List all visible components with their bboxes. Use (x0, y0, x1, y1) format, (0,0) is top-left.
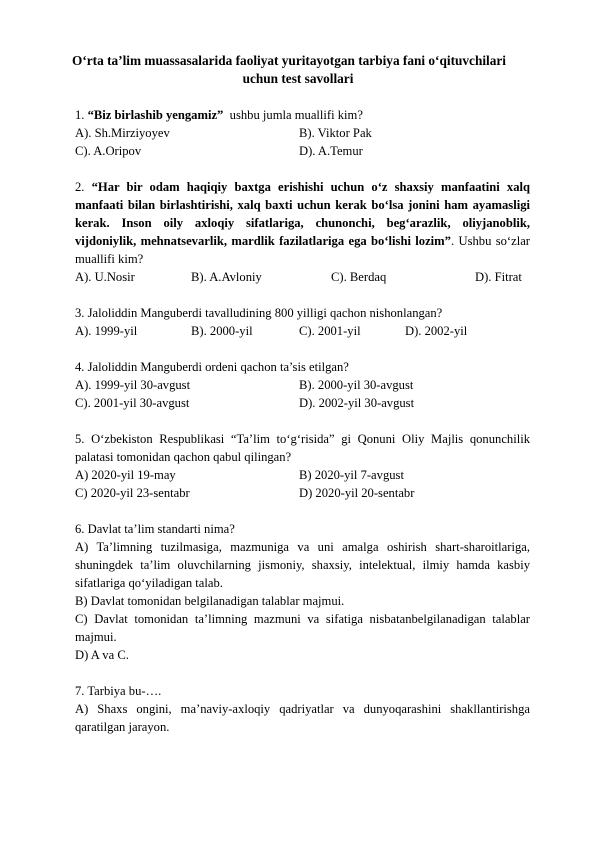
question-3 (75, 304, 530, 340)
question-6-text: 6. Davlat ta’lim standarti nima? (75, 522, 235, 536)
question-7-text: 7. Tarbiya bu-…. (75, 684, 162, 698)
question-2-quote: “Har bir odam haqiqiy baxtga erishishi uchun o‘z shaxsiy manfaatini xalq manfaati bilan birlashtirishi, xalq baxti uchun kerak bo‘lsa jonini ham ayamasligi kerak. Inson oily axloqiy sifatlariga, chunonchi, beg‘arazlik, oliyjanoblik, vijdoniylik, mehnatsevarlik, mardlik fazilatlariga ega bo‘lishi lozim” (75, 180, 530, 248)
option-b: B). 2000-yil 30-avgust (299, 378, 414, 392)
option-d: D) 2020-yil 20-sentabr (299, 486, 415, 500)
option-d: D). A.Temur (299, 144, 363, 158)
question-2-number: 2. (75, 180, 85, 194)
option-a: A) 2020-yil 19-may (75, 468, 176, 482)
option-c: C) Davlat tomonidan ta’limning mazmuni va sifatiga nisbatanbelgilanadigan talablar majmui. (75, 612, 530, 644)
option-b: B) Davlat tomonidan belgilanadigan talablar majmui. (75, 594, 345, 608)
answer-row (75, 376, 530, 394)
option-a: A) Shaxs ongini, ma’naviy-axloqiy qadriyatlar va dunyoqarashini shakllantirishga qaratilgan jarayon. (75, 702, 530, 734)
question-5 (75, 430, 530, 502)
option-a: A). U.Nosir (75, 270, 135, 284)
option-b: B) 2020-yil 7-avgust (299, 468, 404, 482)
question-4 (75, 358, 530, 412)
question-1-prompt: ushbu jumla muallifi kim? (229, 108, 363, 122)
question-3-text: 3. Jaloliddin Manguberdi tavalludining 800 yilligi qachon nishonlangan? (75, 306, 443, 320)
title-line-1: O‘rta ta’lim muassasalarida faoliyat yuritayotgan tarbiya fani o‘qituvchilari (72, 53, 506, 68)
answer-row (75, 394, 530, 412)
option-b: B). 2000-yil (191, 324, 253, 338)
option-d: D). Fitrat (475, 270, 522, 284)
document-title (0, 52, 596, 88)
question-1-number: 1. (75, 108, 85, 122)
answer-row (75, 466, 530, 484)
questions-list (75, 106, 530, 754)
question-1 (75, 106, 530, 160)
option-c: C). 2001-yil (299, 324, 361, 338)
question-7 (75, 682, 530, 736)
question-2-prompt: . Ushbu so‘zlar muallifi kim? (75, 234, 530, 266)
question-5-text: 5. O‘zbekiston Respublikasi “Ta’lim to‘g‘risida” gi Qonuni Oliy Majlis qonunchilik palatasi tomonidan qachon qabul qilingan? (75, 432, 530, 464)
option-a: A). 1999-yil (75, 324, 138, 338)
question-2-text (75, 178, 530, 268)
question-1-quote: “Biz birlashib yengamiz” (87, 108, 224, 122)
option-c: C). 2001-yil 30-avgust (75, 396, 190, 410)
option-a: A). 1999-yil 30-avgust (75, 378, 191, 392)
question-6 (75, 520, 530, 664)
question-4-text: 4. Jaloliddin Manguberdi ordeni qachon ta’sis etilgan? (75, 360, 349, 374)
option-d: D) A va C. (75, 648, 129, 662)
title-line-2: uchun test savollari (242, 71, 354, 86)
option-d: D). 2002-yil 30-avgust (299, 396, 415, 410)
option-c: C) 2020-yil 23-sentabr (75, 486, 190, 500)
question-1-text (75, 106, 530, 124)
option-c: C). Berdaq (331, 270, 387, 284)
option-b: B). Viktor Pak (299, 126, 372, 140)
option-a: A) Ta’limning tuzilmasiga, mazmuniga va uni amalga oshirish shart-sharoitlariga, shuningdek ta’lim oluvchilarning jismoniy, shaxsiy, intelektual, ilmiy hamda kasbiy sifatlariga qo‘yiladigan talab. (75, 540, 530, 590)
answer-row (75, 124, 530, 142)
question-2 (75, 178, 530, 286)
answer-row (75, 322, 530, 340)
option-a: A). Sh.Mirziyoyev (75, 126, 170, 140)
answer-row (75, 268, 530, 286)
answer-row (75, 484, 530, 502)
option-c: C). A.Oripov (75, 144, 142, 158)
option-b: B). A.Avloniy (191, 270, 262, 284)
option-d: D). 2002-yil (405, 324, 468, 338)
answer-row (75, 142, 530, 160)
